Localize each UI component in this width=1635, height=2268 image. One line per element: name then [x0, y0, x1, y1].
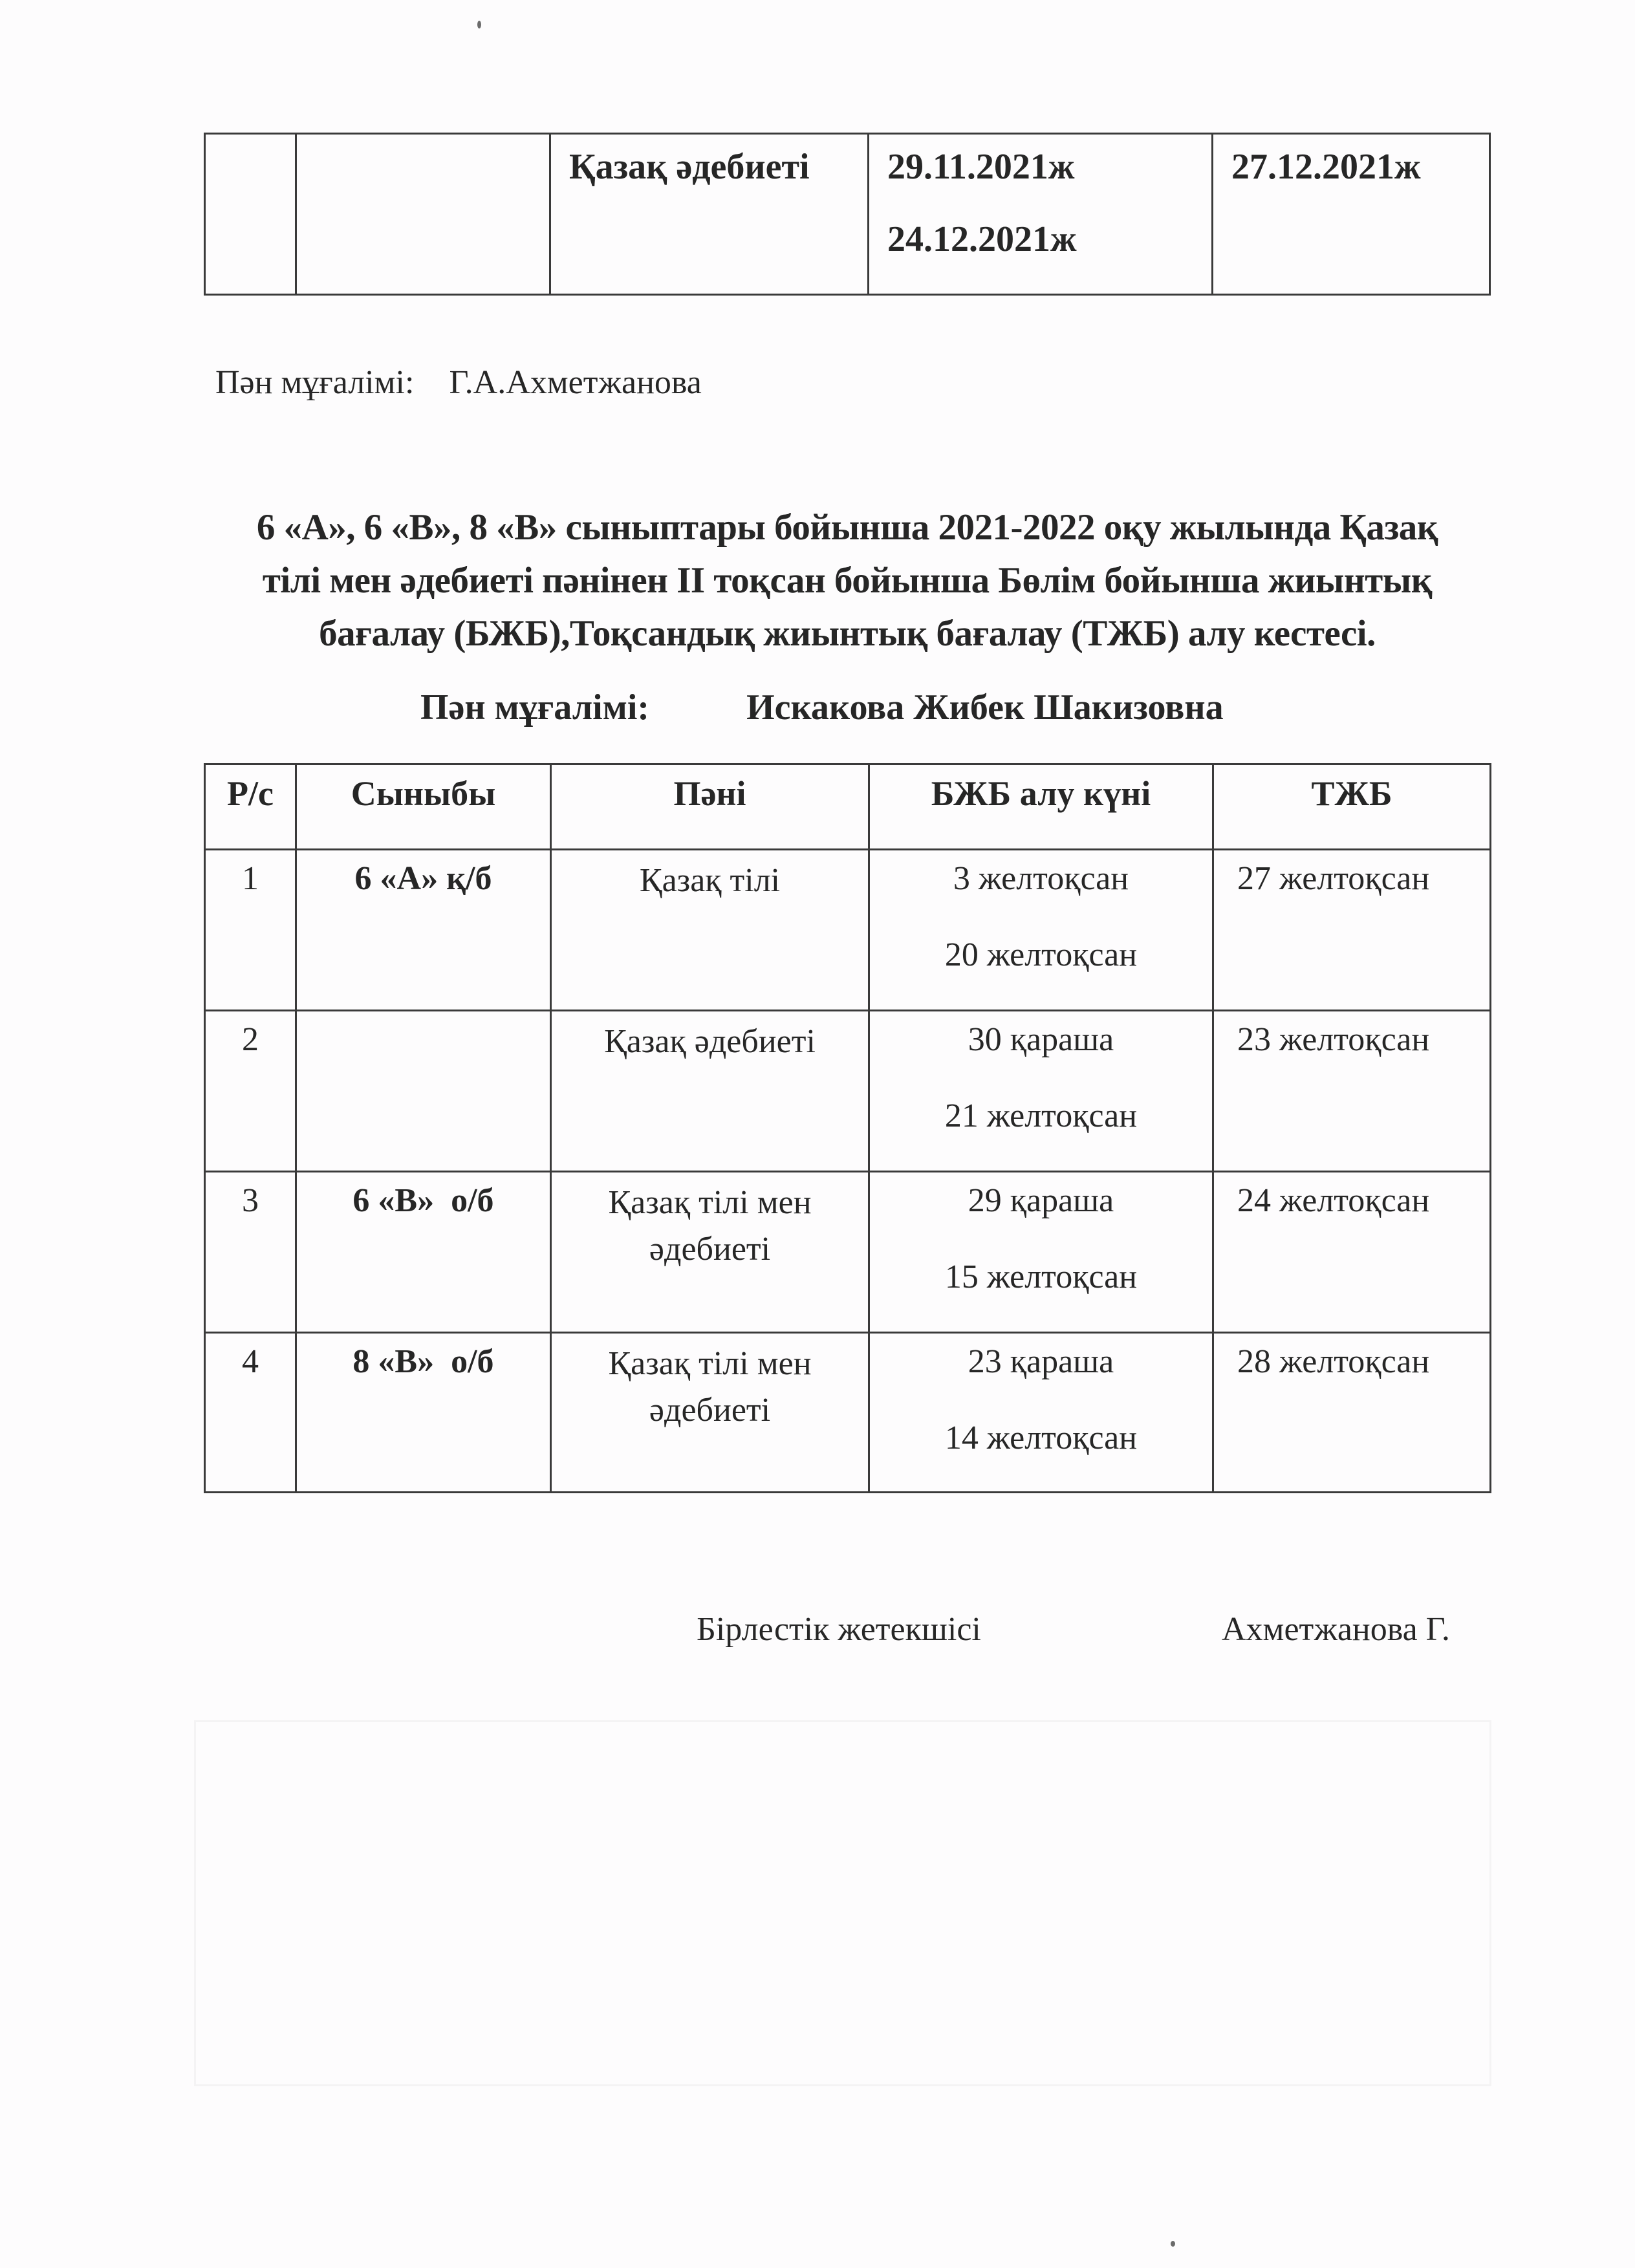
- bzb-date: 21 желтоқсан: [944, 1097, 1138, 1134]
- bzb-date-cell: [869, 134, 1213, 295]
- row-number: 1: [205, 850, 296, 1011]
- tzb-date: 27 желтоқсан: [1213, 850, 1491, 1011]
- bzb-date: 29.11.2021ж: [887, 147, 1075, 187]
- subject-cell: [551, 1011, 869, 1172]
- subject-cell: Қазақ әдебиеті: [550, 134, 869, 295]
- scan-speck: [477, 21, 481, 28]
- main-teacher-line: [420, 687, 1224, 728]
- bzb-date: 15 желтоқсан: [944, 1258, 1138, 1295]
- tzb-date: 28 желтоқсан: [1213, 1333, 1491, 1493]
- association-head-name: Ахметжанова Г.: [1222, 1611, 1450, 1648]
- title-line: тілі мен әдебиеті пәнінен II тоқсан бойынша Бөлім бойынша жиынтық: [262, 560, 1433, 601]
- bzb-date: 14 желтоқсан: [944, 1420, 1138, 1456]
- schedule-table: [204, 763, 1491, 1493]
- title-line: бағалау (БЖБ),Тоқсандық жиынтық бағалау (ТЖБ) алу кестесі.: [319, 613, 1376, 654]
- header-bzb-date: БЖБ алу күні: [869, 764, 1213, 850]
- main-teacher-name: Искакова Жибек Шакизовна: [746, 687, 1224, 728]
- table-row: [205, 1011, 1491, 1172]
- bzb-date: 23 қараша: [968, 1343, 1114, 1380]
- tzb-date-cell: 27.12.2021ж: [1213, 134, 1490, 295]
- class-name: 8 «В» о/б: [296, 1333, 551, 1493]
- bleed-through-table: [194, 1720, 1491, 2086]
- header-subject: Пәні: [551, 764, 869, 850]
- class-name: 6 «В» о/б: [296, 1172, 551, 1333]
- class-name: [296, 1011, 551, 1172]
- title-line: 6 «А», 6 «В», 8 «В» сыныптары бойынша 2021-2022 оқу жылында Қазақ: [256, 507, 1438, 548]
- row-number: 2: [205, 1011, 296, 1172]
- continuation-table: [204, 133, 1491, 296]
- table-row: [205, 1172, 1491, 1333]
- main-teacher-label: Пән мұғалімі:: [420, 687, 650, 728]
- row-number-cell: [205, 134, 296, 295]
- bzb-date-cell: [869, 1011, 1213, 1172]
- page-title: [194, 501, 1500, 660]
- subject-teacher-name: Г.А.Ахметжанова: [449, 364, 702, 401]
- bzb-date: 24.12.2021ж: [887, 219, 1077, 259]
- association-head-label: Бірлестік жетекшісі: [697, 1611, 981, 1648]
- subject-name-line: әдебиеті: [649, 1392, 771, 1429]
- bzb-date-cell: [869, 1333, 1213, 1493]
- subject-cell: [551, 1172, 869, 1333]
- subject-teacher-line: [215, 363, 702, 402]
- bzb-date: 20 желтоқсан: [944, 936, 1138, 973]
- subject-name-line: Қазақ тілі мен: [608, 1184, 812, 1221]
- bzb-date: 29 қараша: [968, 1182, 1114, 1219]
- subject-cell: [551, 850, 869, 1011]
- bzb-date: 3 желтоқсан: [953, 860, 1129, 897]
- bzb-date-cell: [869, 850, 1213, 1011]
- bzb-date-cell: [869, 1172, 1213, 1333]
- header-tzb: ТЖБ: [1213, 764, 1491, 850]
- subject-cell: [551, 1333, 869, 1493]
- table-row: [205, 850, 1491, 1011]
- scan-speck: [1171, 2241, 1175, 2247]
- class-cell: [296, 134, 550, 295]
- subject-name: Қазақ тілі: [639, 862, 781, 899]
- tzb-date: 23 желтоқсан: [1213, 1011, 1491, 1172]
- tzb-date: 24 желтоқсан: [1213, 1172, 1491, 1333]
- subject-name: Қазақ әдебиеті: [604, 1023, 816, 1060]
- header-number: Р/с: [205, 764, 296, 850]
- subject-name-line: әдебиеті: [649, 1231, 771, 1268]
- class-name: 6 «А» қ/б: [296, 850, 551, 1011]
- header-class: Сыныбы: [296, 764, 551, 850]
- table-row: [205, 1333, 1491, 1493]
- subject-teacher-label: Пән мұғалімі:: [215, 364, 415, 401]
- table-row: [205, 134, 1490, 295]
- row-number: 4: [205, 1333, 296, 1493]
- subject-name-line: Қазақ тілі мен: [608, 1345, 812, 1382]
- row-number: 3: [205, 1172, 296, 1333]
- bzb-date: 30 қараша: [968, 1021, 1114, 1058]
- table-header-row: [205, 764, 1491, 850]
